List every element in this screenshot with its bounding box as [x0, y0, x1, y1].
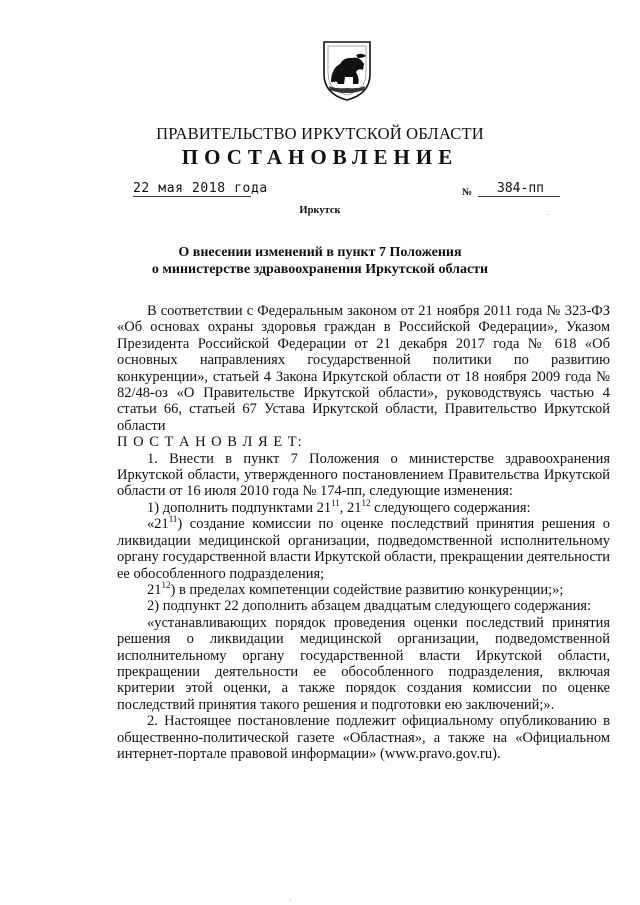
- document-body: [117, 303, 610, 762]
- new-subpoint-21-11: «$21^{11}$) создание комиссии по оценке последствий принятия решения о ликвидации медицинской организации, подведомственной исполнительному органу государственной власти Иркутской области, прекращении деятельности ее обособленного подразделения;: [117, 514, 610, 582]
- document-title: [100, 244, 540, 278]
- document-type-heading: ПОСТАНОВЛЕНИЕ: [181, 145, 459, 169]
- subitem-2-paragraph: 2) подпункт 22 дополнить абзацем двадцатым следующего содержания:: [147, 598, 592, 615]
- decree-heading: П О С Т А Н О В Л Я Е Т:: [117, 434, 303, 451]
- subitem-1-paragraph: 1) дополнить подпунктами $21^{11}$, $21^{12}$ следующего содержания:: [147, 498, 531, 516]
- new-subpoint-21-12: $21^{12}$) в пределах компетенции содействие развитию конкуренции;»;: [147, 580, 564, 598]
- number-label: №: [462, 187, 473, 198]
- document-number: 384-пп: [497, 181, 544, 196]
- document-date: 22 мая 2018 года: [133, 181, 268, 196]
- number-underline: [478, 196, 560, 197]
- scan-speck: [548, 214, 549, 215]
- quoted-amendment-paragraph: «устанавливающих порядок проведения оценки последствий принятия решения о ликвидации медицинской организации, подведомственной исполнительному органу государственной власти Иркутской области, прекращении деятельности ее обособленного подразделения, включая критерии этой оценки, а также порядок создания комиссии по оценке последствий принятия такого решения и подготовки ею заключений;».: [117, 614, 610, 713]
- scan-speck: [290, 900, 291, 901]
- title-line-2: о министерстве здравоохранения Иркутской области: [151, 262, 489, 277]
- item-2-paragraph: 2. Настоящее постановление подлежит официальному опубликованию в общественно-политической газете «Областная», а также на «Официальном интернет-портале правовой информации» (www.pravo.gov.ru).: [117, 713, 610, 762]
- organization-name: ПРАВИТЕЛЬСТВО ИРКУТСКОЙ ОБЛАСТИ: [156, 124, 484, 143]
- title-line-1: О внесении изменений в пункт 7 Положения: [178, 245, 462, 260]
- date-underline: [133, 196, 251, 197]
- item-1-paragraph: 1. Внести в пункт 7 Положения о министерстве здравоохранения Иркутской области, утвержденного постановлением Правительства Иркутской области от 16 июля 2010 года № 174-пп, следующие изменения:: [117, 450, 610, 500]
- preamble-paragraph: В соответствии с Федеральным законом от 21 ноября 2011 года № 323-ФЗ «Об основах охраны здоровья граждан в Российской Федерации», Указом Президента Российской Федерации от 21 декабря 2017 года № 618 «Об основных направлениях государственной политики по развитию конкуренции», статьей 4 Закона Иркутской области от 18 ноября 2009 года № 82/48-оз «О Правительстве Иркутской области», руководствуясь частью 4 статьи 66, статьей 67 Устава Иркутской области, Правительство Иркутской области: [117, 303, 610, 434]
- irkutsk-coat-of-arms-icon: [322, 40, 372, 102]
- city-name: Иркутск: [299, 205, 341, 216]
